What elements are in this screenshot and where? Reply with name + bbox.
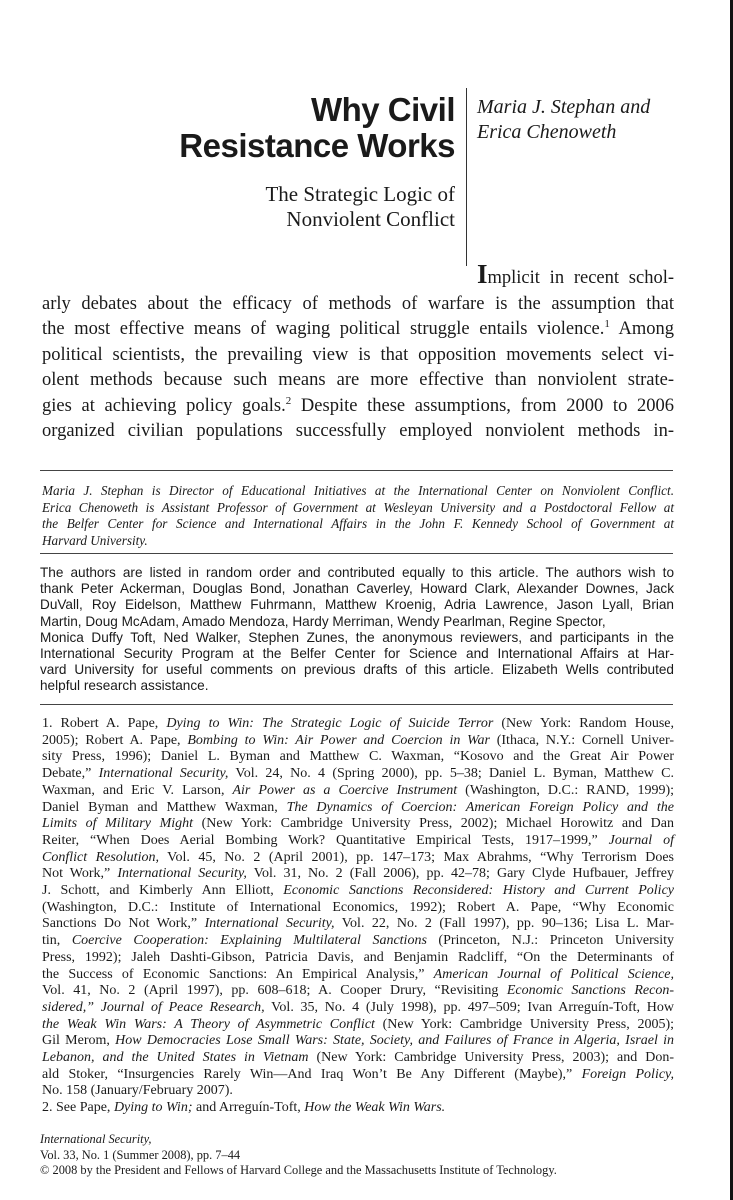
ack-line: The authors are listed in random order and contributed equally to this article. The authors wish to [40,565,674,580]
ack-line: DuVall, Roy Eidelson, Matthew Fuhrmann, Matthew Kroenig, Adria Lawrence, Jason Lyall, Brian [40,597,674,613]
intro-paragraph [42,259,675,445]
ack-line: Martin, Doug McAdam, Amado Mendoza, Hardy Merriman, Wendy Pearlman, Regine Spector, [40,613,606,629]
footnote-line: ald Stoker, “Insurgencies Rarely Win—And Iraq Won’t Be Any Different (Maybe),” Foreign Policy, [42,1066,674,1082]
footnote-line: Limits of Military Might (New York: Cambridge University Press, 2002); Michael Horowitz and Dan [42,816,674,832]
footnote-line: Daniel Byman and Matthew Waxman, The Dynamics of Coercion: American Foreign Policy and the [42,799,674,815]
copyright-line: © 2008 by the President and Fellows of Harvard College and the Massachusetts Institute of Technology. [40,1163,557,1177]
subtitle-line: The Strategic Logic of [265,182,455,206]
footnote-line: Waxman, and Eric V. Larson, Air Power as a Coercive Instrument (Washington, D.C.: RAND, 1999); [42,782,674,798]
article-header [60,92,455,232]
footnote-line: 1. Robert A. Pape, Dying to Win: The Strategic Logic of Suicide Terror (New York: Random House, [42,716,674,731]
author-byline [477,95,717,145]
footnote-line: Debate,” International Security, Vol. 24, No. 4 (Spring 2000), pp. 5–38; Daniel L. Byman, Matthew C. [42,766,674,782]
bio-line: the Belfer Center for Science and International Affairs in the John F. Kennedy School of Government at [42,516,674,531]
intro-line: gies at achieving policy goals.$^2$ Despite these assumptions, from 2000 to 2006 [42,394,675,416]
footnote-line: tin, Coercive Cooperation: Explaining Multilateral Sanctions (Princeton, N.J.: Princeton University [42,933,674,949]
footnote-1 [42,716,674,1100]
page-footer [40,1132,680,1179]
footnote-line: Lebanon, and the United States in Vietnam (New York: Cambridge University Press, 2003); and Don- [42,1050,674,1066]
footnote-line: sity Press, 1996); Daniel L. Byman and Matthew C. Waxman, “Kosovo and the Great Air Power [42,749,674,765]
divider [40,470,673,471]
intro-line: arly debates about the efficacy of methods of warfare is the assumption that [42,293,674,314]
intro-line: the most effective means of waging political struggle entails violence.$^1$ Among [42,318,674,339]
footnote-line: the Success of Economic Sanctions: An Empirical Analysis,” American Journal of Political Science, [42,966,674,982]
footnotes [42,716,674,1117]
footnote-ref[interactable]: 2 [285,394,292,407]
footnote-line: J. Schott, and Kimberly Ann Elliott, Economic Sanctions Reconsidered: History and Current Policy [42,883,674,899]
divider [40,553,673,554]
divider [40,704,673,705]
header-divider [466,88,467,266]
ack-line: helpful research assistance. [40,678,209,694]
author-line: Erica Chenoweth [477,121,617,143]
intro-line: political scientists, the prevailing view is that opposition movements select vi- [42,344,674,365]
ack-line: International Security Program at the Belfer Center for Science and International Affairs at Har- [40,646,674,662]
footnote-line: Sanctions Do Not Work,” International Security, Vol. 22, No. 2 (Fall 1997), pp. 90–136; Lisa L. Mar- [42,916,674,932]
ack-line: vard University for useful comments on previous drafts of this article. Elizabeth Wells contributed [40,662,674,678]
article-subtitle [60,182,455,232]
bio-line: Erica Chenoweth is Assistant Professor of Government at Wesleyan University and a Postdoctoral Fellow at [42,499,674,515]
bio-line: Maria J. Stephan is Director of Educational Initiatives at the International Center on Nonviolent Conflict. [42,483,674,498]
intro-line: olent methods because such means are more effective than nonviolent strate- [42,370,674,390]
acknowledgments [40,565,674,695]
subtitle-line: Nonviolent Conflict [286,207,455,231]
footnote-line: Vol. 41, No. 2 (April 1997), pp. 608–618; A. Cooper Drury, “Revisiting Economic Sanctions Recon- [42,983,675,999]
title-line: Resistance Works [179,127,455,164]
title-line: Why Civil [310,91,455,128]
citation-line: International Security, Vol. 33, No. 1 (Summer 2008), pp. 7–44 [40,1132,241,1162]
footnote-line: Conflict Resolution, Vol. 45, No. 2 (April 2001), pp. 147–173; Max Abrahms, “Why Terrorism Does [42,849,675,865]
author-line: Maria J. Stephan and [477,96,651,118]
footnote-line: (Washington, D.C.: Institute of International Economics, 1992); Robert A. Pape, “Why Economic [42,899,674,915]
footnote-line: sidered,” Journal of Peace Research, Vol. 35, No. 4 (July 1998), pp. 497–509; Ivan Arreguín-Toft, How [42,999,674,1015]
author-bios [42,483,674,549]
footnote-line: the Weak Win Wars: A Theory of Asymmetric Conflict (New York: Cambridge University Press, 2005); [42,1016,674,1032]
footnote-line: No. 158 (January/February 2007). [42,1083,233,1099]
footnote-ref[interactable]: 1 [604,318,610,330]
drop-cap: I [477,259,488,289]
footnote-line: Reiter, “When Does Aerial Bombing Work? Quantitative Empirical Tests, 1917–1999,” Journal of [42,832,674,848]
ack-line: Monica Duffy Toft, Ned Walker, Stephen Zunes, the anonymous reviewers, and participants in the [40,629,674,645]
article-title [60,92,455,164]
footnote-line: Gil Merom, How Democracies Lose Small Wars: State, Society, and Failures of France in Algeria, Israel in [42,1033,674,1049]
footnote-line: Not Work,” International Security, Vol. 31, No. 2 (Fall 2006), pp. 42–78; Gary Clyde Hufbauer, Jeffrey [42,866,675,882]
intro-line: organized civilian populations successfully employed nonviolent methods in- [42,421,674,441]
journal-name: International Security, [40,1132,152,1146]
footnote-line: 2005); Robert A. Pape, Bombing to Win: Air Power and Coercion in War (Ithaca, N.Y.: Cornell Univer- [42,732,674,748]
ack-line: thank Peter Ackerman, Douglas Bond, Jonathan Caverley, Howard Clark, Alexander Downes, Jack [40,581,674,597]
footnote-2: 2. See Pape, Dying to Win; and Arreguín-Toft, How the Weak Win Wars. [42,1100,446,1116]
bio-line: Harvard University. [42,532,148,548]
footnote-line: Press, 1992); Jaleh Dashti-Gibson, Patricia Davis, and Benjamin Radcliff, “On the Determinants of [42,949,674,965]
intro-line: Implicit in recent schol- [477,259,674,289]
